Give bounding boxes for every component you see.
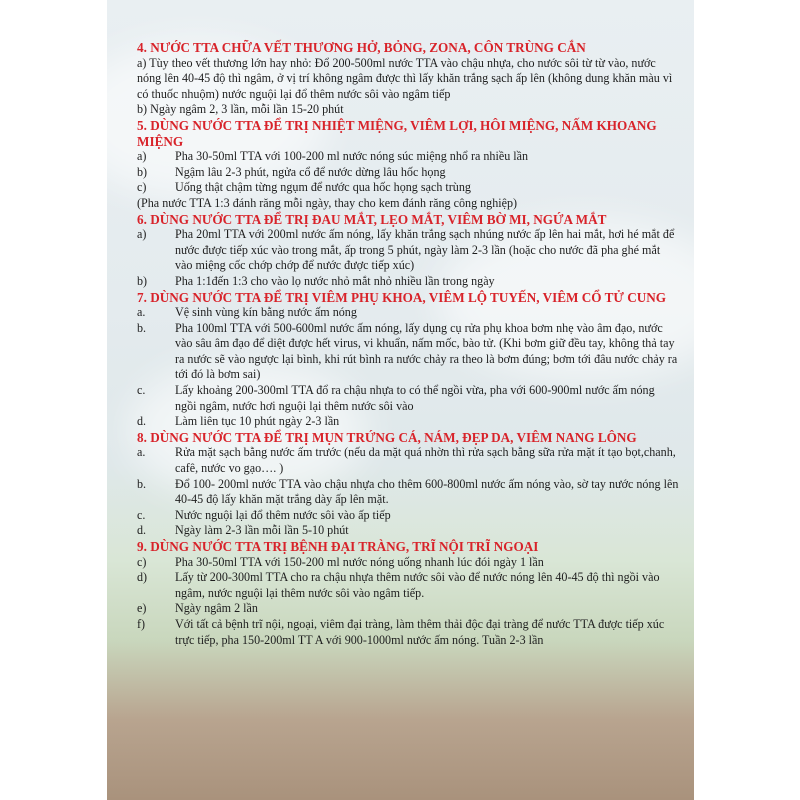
item-label: c)	[137, 180, 147, 195]
item-label: b.	[137, 476, 147, 491]
item-label: b)	[137, 164, 148, 179]
section-4	[137, 40, 679, 118]
list-item	[137, 445, 679, 476]
list-item	[137, 601, 679, 617]
item-text: Lấy từ 200-300ml TTA cho ra chậu nhựa thêm nước sôi vào để nước nóng lên 40-45 độ thì ngồi vào ngâm, nước nguội lại thêm nước sôi vào ngâm tiếp.	[175, 570, 660, 600]
paragraph: b) Ngày ngâm 2, 3 lần, mỗi lần 15-20 phút	[137, 102, 344, 117]
item-label: d)	[137, 570, 148, 585]
item-label: a.	[137, 445, 146, 460]
item-text: Pha 30-50ml TTA với 150-200 ml nước nóng uống nhanh lúc đói ngày 1 lần	[175, 554, 544, 569]
list-item	[137, 321, 679, 383]
item-text: Nước nguội lại đổ thêm nước sôi vào ấp tiếp	[175, 507, 391, 522]
item-text: Ngậm lâu 2-3 phút, ngửa cổ để nước dừng lâu hốc họng	[175, 164, 446, 179]
item-label: c.	[137, 507, 146, 522]
document-content	[137, 40, 679, 648]
item-text: Rửa mặt sạch bằng nước ấm trước (nếu da mặt quá nhờn thì rửa sạch bằng sữa rửa mặt ít tạo bọt,chanh, cafê, nước vo gạo…. )	[175, 445, 676, 476]
item-label: b.	[137, 320, 147, 335]
section-5	[137, 118, 679, 212]
list-item	[137, 305, 679, 321]
item-text: Lấy khoảng 200-300ml TTA đổ ra chậu nhựa to có thể ngồi vừa, pha với 600-900ml nước ấm nóng ngồi ngâm, nước hơi nguội lại thêm nước sôi vào	[175, 383, 655, 413]
item-text: Với tất cả bệnh trĩ nội, ngoại, viêm đại tràng, làm thêm thải độc đại tràng để nước TTA được tiếp xúc trực tiếp, pha 150-200ml TT A với 900-1000ml nước ấm nóng. Tuần 2-3 lần	[175, 616, 665, 647]
item-text: Ngày làm 2-3 lần mỗi lần 5-10 phút	[175, 523, 349, 538]
list-item	[137, 149, 679, 165]
section-heading: 8. DÙNG NƯỚC TTA ĐỂ TRỊ MỤN TRỨNG CÁ, NÁM, ĐẸP DA, VIÊM NANG LÔNG	[137, 429, 637, 445]
section-8	[137, 430, 679, 539]
item-label: c.	[137, 383, 146, 398]
list-item	[137, 227, 679, 274]
item-text: Làm liên tục 10 phút ngày 2-3 lần	[175, 414, 340, 429]
list-item	[137, 414, 679, 430]
section-heading: 5. DÙNG NƯỚC TTA ĐỂ TRỊ NHIỆT MIỆNG, VIÊM LỢI, HÔI MIỆNG, NẤM KHOANG MIỆNG	[137, 117, 657, 149]
paragraph: a) Tùy theo vết thương lớn hay nhỏ: Đổ 200-500ml nước TTA vào chậu nhựa, cho nước sôi từ từ vào, nước nóng lên 40-45 độ thì ngâm, ở vị trí không ngâm được thì lấy khăn trắng sạch ấp lên (không dung khăn màu vì có thuốc nhuộm) nước nguội lại đổ thêm nước sôi vào ngâm tiếp	[137, 55, 673, 101]
note: (Pha nước TTA 1:3 đánh răng mỗi ngày, thay cho kem đánh răng công nghiệp)	[137, 195, 518, 210]
item-label: c)	[137, 554, 147, 569]
item-text: Pha 20ml TTA với 200ml nước ấm nóng, lấy khăn trắng sạch nhúng nước ấp lên hai mắt, hơi hé mắt để nước được tiếp xúc vào trong mắt, ấp trong 5 phút, ngày làm 2-3 lần (hoặc cho nước đã pha ghé mắt vào miệng cốc chớp chớp để nước được tiếp xúc)	[175, 227, 675, 273]
list-item	[137, 165, 679, 181]
item-label: d.	[137, 414, 147, 429]
item-text: Uống thật chậm từng ngụm để nước qua hốc họng sạch trùng	[175, 180, 471, 195]
section-heading: 9. DÙNG NƯỚC TTA TRỊ BỆNH ĐẠI TRÀNG, TRĨ NỘI TRĨ NGOẠI	[137, 539, 539, 554]
section-heading: 4. NƯỚC TTA CHỮA VẾT THƯƠNG HỞ, BỎNG, ZONA, CÔN TRÙNG CẮN	[137, 40, 586, 55]
list-item	[137, 274, 679, 290]
list-item	[137, 570, 679, 601]
list-item	[137, 477, 679, 508]
section-heading: 7. DÙNG NƯỚC TTA ĐỂ TRỊ VIÊM PHỤ KHOA, VIÊM LỘ TUYẾN, VIÊM CỔ TỬ CUNG	[137, 289, 667, 305]
item-label: a)	[137, 149, 147, 164]
item-text: Pha 1:1đến 1:3 cho vào lọ nước nhỏ mắt nhỏ nhiều lần trong ngày	[175, 273, 495, 288]
item-text: Đổ 100- 200ml nước TTA vào chậu nhựa cho thêm 600-800ml nước ấm nóng vào, sờ tay nước nóng lên 40-45 độ lấy khăn mặt trắng dày ấp lên mặt.	[175, 476, 679, 507]
list-item	[137, 383, 679, 414]
list-item	[137, 180, 679, 196]
list-item	[137, 508, 679, 524]
item-text: Pha 30-50ml TTA với 100-200 ml nước nóng súc miệng nhổ ra nhiều lần	[175, 149, 529, 164]
item-label: a)	[137, 227, 147, 242]
item-label: e)	[137, 601, 147, 616]
section-9	[137, 539, 679, 648]
item-label: d.	[137, 523, 147, 538]
item-text: Ngày ngâm 2 lần	[175, 601, 258, 616]
item-text: Vệ sinh vùng kín bằng nước ấm nóng	[175, 305, 357, 320]
document-page	[107, 0, 694, 800]
item-label: f)	[137, 616, 146, 631]
item-text: Pha 100ml TTA với 500-600ml nước ấm nóng, lấy dụng cụ rửa phụ khoa bơm nhẹ vào âm đạo, nước vào sâu âm đạo để diệt được hết virus, vi khuẩn, nấm mốc, bào tử. (Khi bơm giữ đều tay, không thả tay ra nước sẽ vào ngược lại bình, khi rút bình ra nước chảy ra theo là bơm đúng; bơm tới đâu nước chảy ra tới đó là bơm sai)	[175, 320, 678, 382]
item-label: a.	[137, 305, 146, 320]
list-item	[137, 555, 679, 571]
list-item	[137, 523, 679, 539]
item-label: b)	[137, 273, 148, 288]
section-7	[137, 290, 679, 430]
section-heading: 6. DÙNG NƯỚC TTA ĐỂ TRỊ ĐAU MẮT, LẸO MẮT, VIÊM BỜ MI, NGỨA MẮT	[137, 211, 607, 227]
list-item	[137, 617, 679, 648]
section-6	[137, 212, 679, 290]
